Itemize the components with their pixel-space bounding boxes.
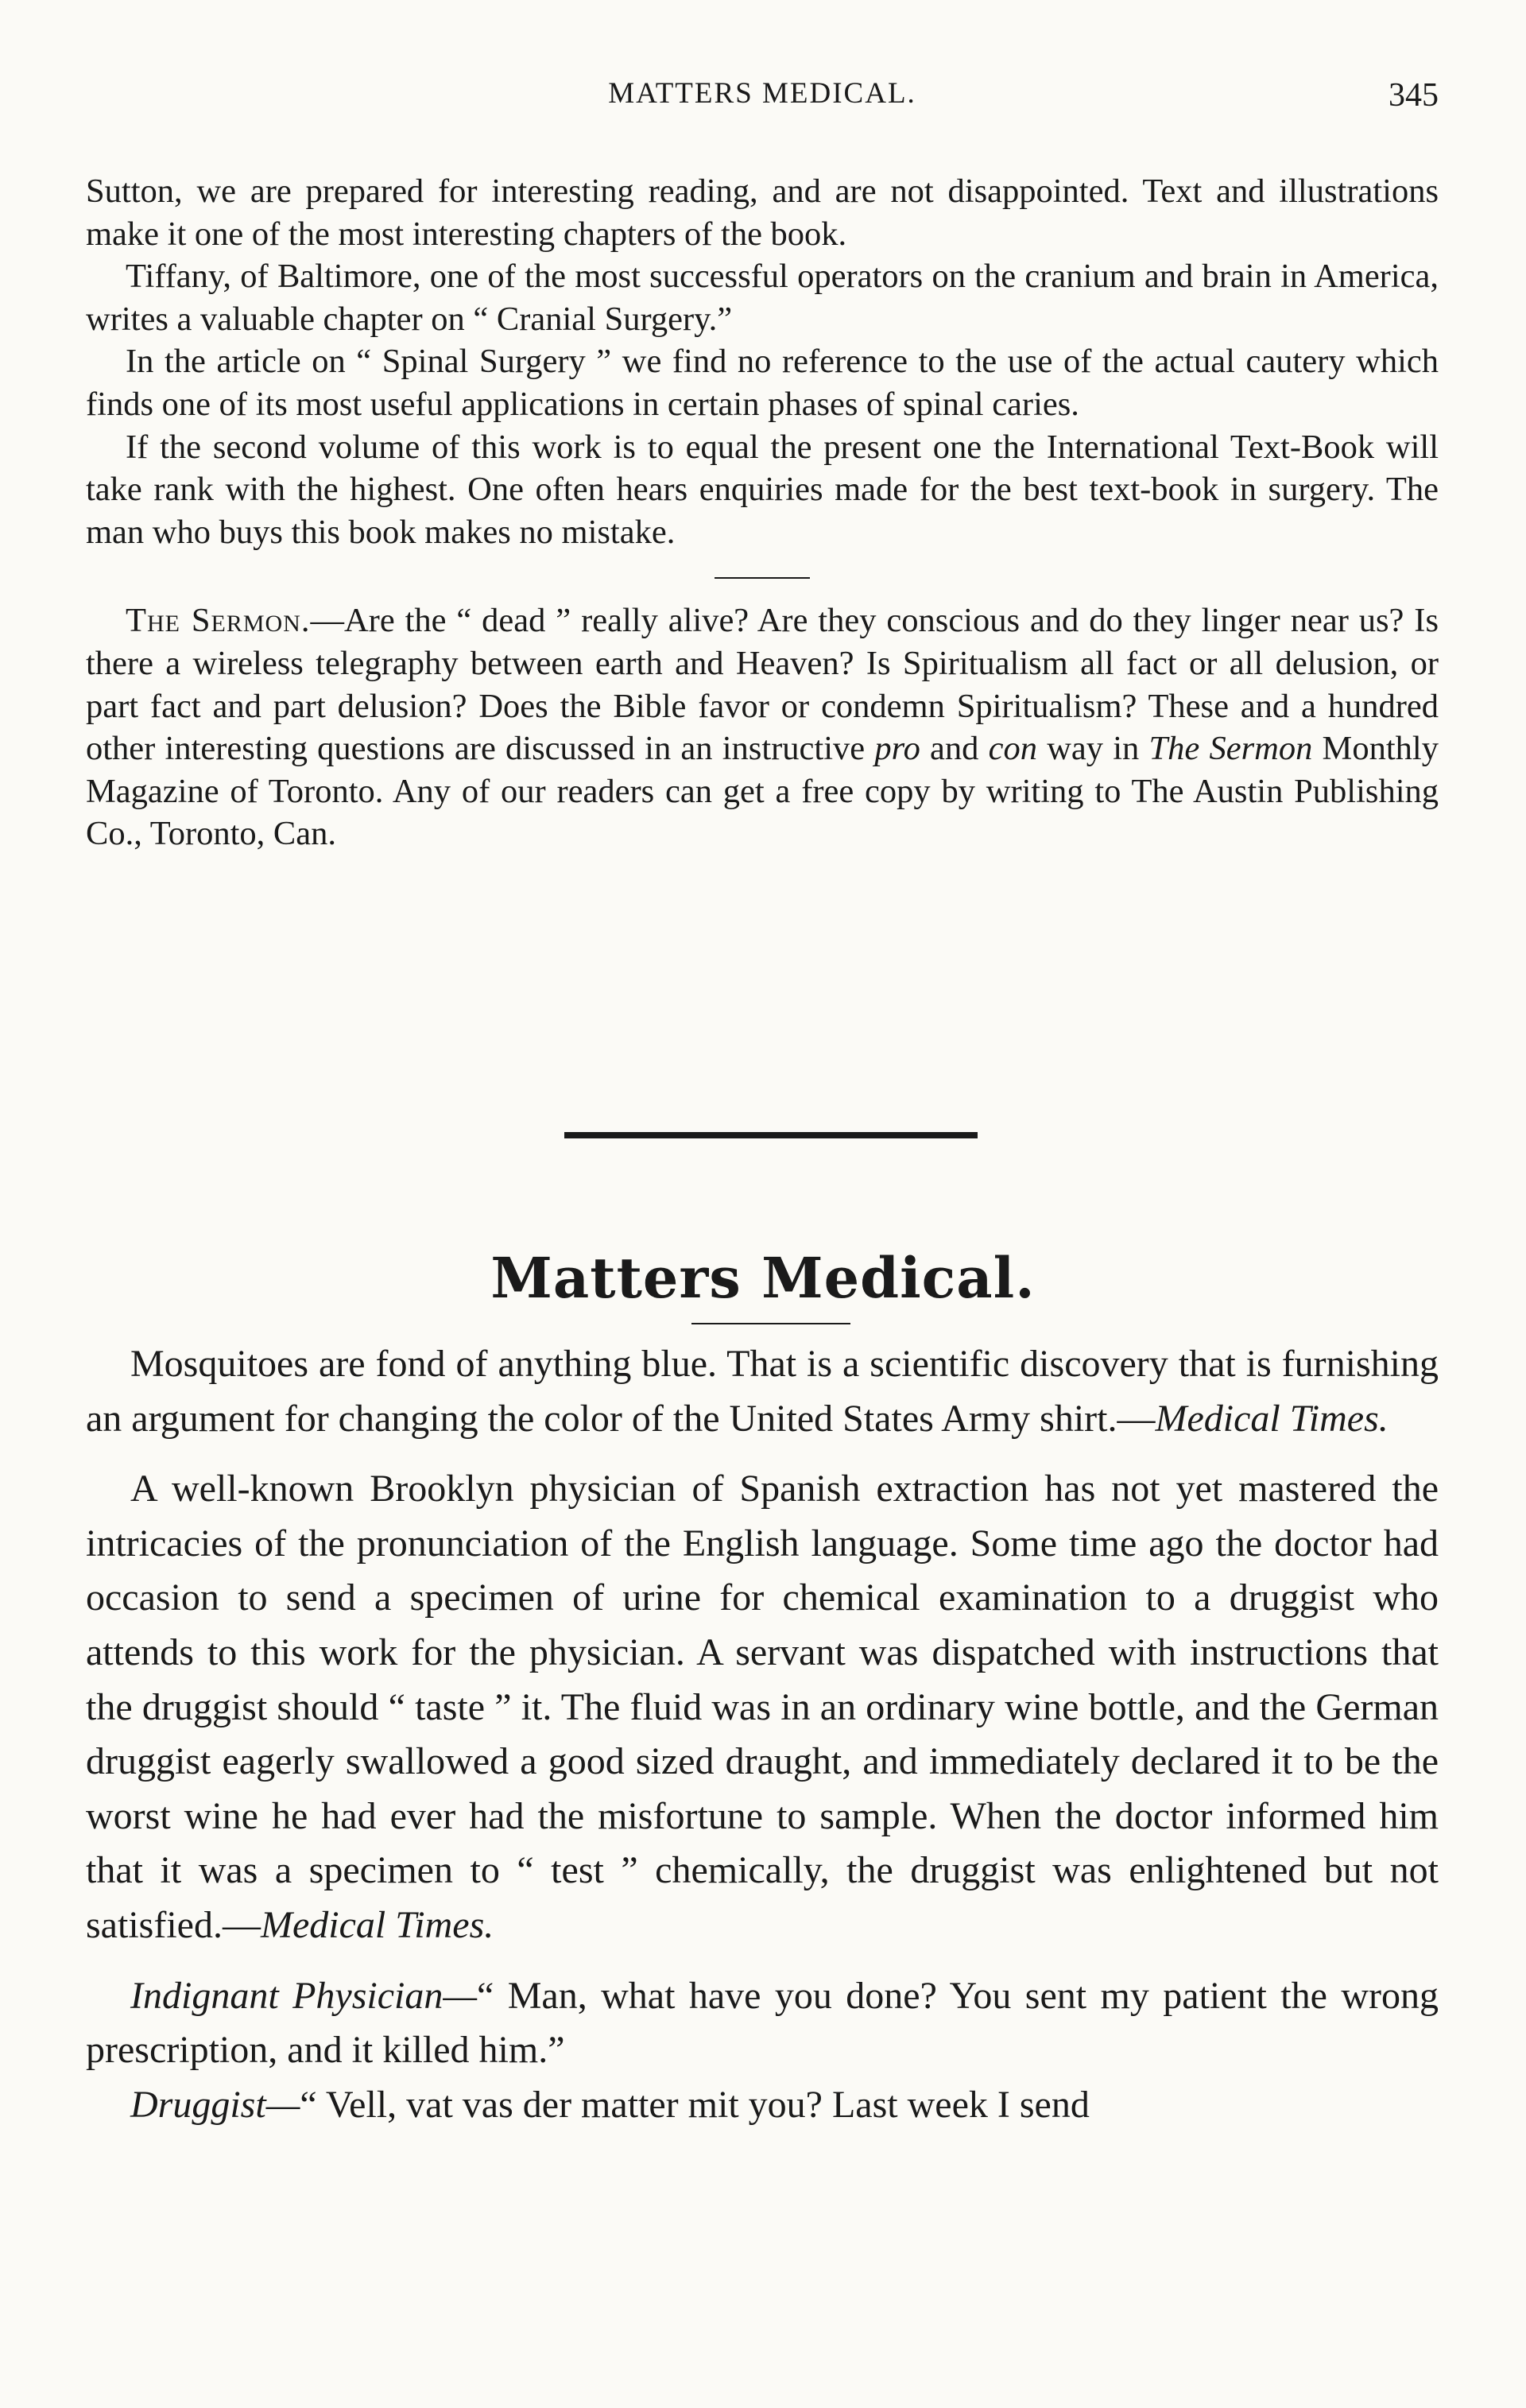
review-paragraph-sutton: Sutton, we are prepared for interesting reading, and are not disappointed. Text and illustrations make it one of the most interesting chapters of the book. [86,173,1439,253]
mosquito-paragraph [86,1337,1439,1446]
heading-underline [691,1323,850,1324]
speaker-physician: Indignant Physician— [130,1974,478,2017]
sermon-and: and [920,730,989,768]
review-paragraph-spinal: In the article on “ Spinal Surgery ” we find no reference to the use of the actual cautery which finds one of its most useful applications in certain phases of spinal caries. [86,343,1439,423]
brooklyn-source: Medical Times. [260,1903,494,1946]
heavy-divider [564,1132,978,1138]
brooklyn-paragraph [86,1462,1439,1952]
running-head-title: MATTERS MEDICAL. [608,77,916,110]
sermon-text-a: —Are the “ dead ” really alive? Are they conscious and do they linger near us? Is there a wireless telegraphy between earth and Heaven? Is Spiritualism all fact or all delusion, or part fact and part delusion? Does the Bible favor or condemn Spiritualism? These and a hundred other interesting questions are discussed in an instructive [86,602,1439,768]
sermon-paragraph [86,599,1439,855]
page-number: 345 [1389,77,1439,114]
physician-line: “ Man, what have you done? You sent my patient the wrong prescription, and it killed him.” [86,1974,1439,2072]
section-heading: Matters Medical. [490,1245,1036,1311]
dialogue-physician [86,1969,1439,2078]
druggist-line: “ Vell, vat vas der matter mit you? Last week I send [300,2083,1090,2126]
book-review [86,170,1439,855]
review-paragraph-tiffany: Tiffany, of Baltimore, one of the most successful operators on the cranium and brain in America, writes a valuable chapter on “ Cranial Surgery.” [86,258,1439,338]
sermon-way-in: way in [1037,730,1149,768]
brooklyn-text: A well-known Brooklyn physician of Spanish extraction has not yet mastered the intricacies of the pronunciation of the English language. Some time ago the doctor had occasion to send a specimen of urine for chemical examination to a druggist who attends to this work for the physician. A servant was dispatched with instructions that the druggist should “ taste ” it. The fluid was in an ordinary wine bottle, and the German druggist eagerly swallowed a good sized draught, and immediately declared it to be the worst wine he had ever had the misfortune to sample. When the doctor informed him that it was a specimen to “ test ” chemically, the druggist was enlightened but not satisfied.— [86,1468,1439,1946]
sermon-text-b: Monthly Magazine of Toronto. Any of our readers can get a free copy by writing to The Austin Publishing Co., Toronto, Can. [86,730,1439,853]
sermon-magazine-title: The Sermon [1148,730,1313,768]
running-head [86,76,1439,124]
sermon-con: con [988,730,1038,768]
speaker-druggist: Druggist— [130,2083,300,2126]
review-paragraph-volume: If the second volume of this work is to equal the present one the International Text-Book will take rank with the highest. One often hears enquiries made for the best text-book in surgery. The man who buys this book makes no mistake. [86,428,1439,551]
mosquito-source: Medical Times. [1155,1397,1389,1440]
dialogue-druggist [86,2078,1439,2133]
mosquito-text: Mosquitoes are fond of anything blue. That is a scientific discovery that is furnishing an argument for changing the color of the United States Army shirt.— [86,1343,1439,1440]
section-divider [715,577,810,579]
sermon-pro: pro [874,730,920,768]
matters-medical-articles [86,1337,1439,2132]
sermon-lead: The Sermon. [126,602,311,640]
